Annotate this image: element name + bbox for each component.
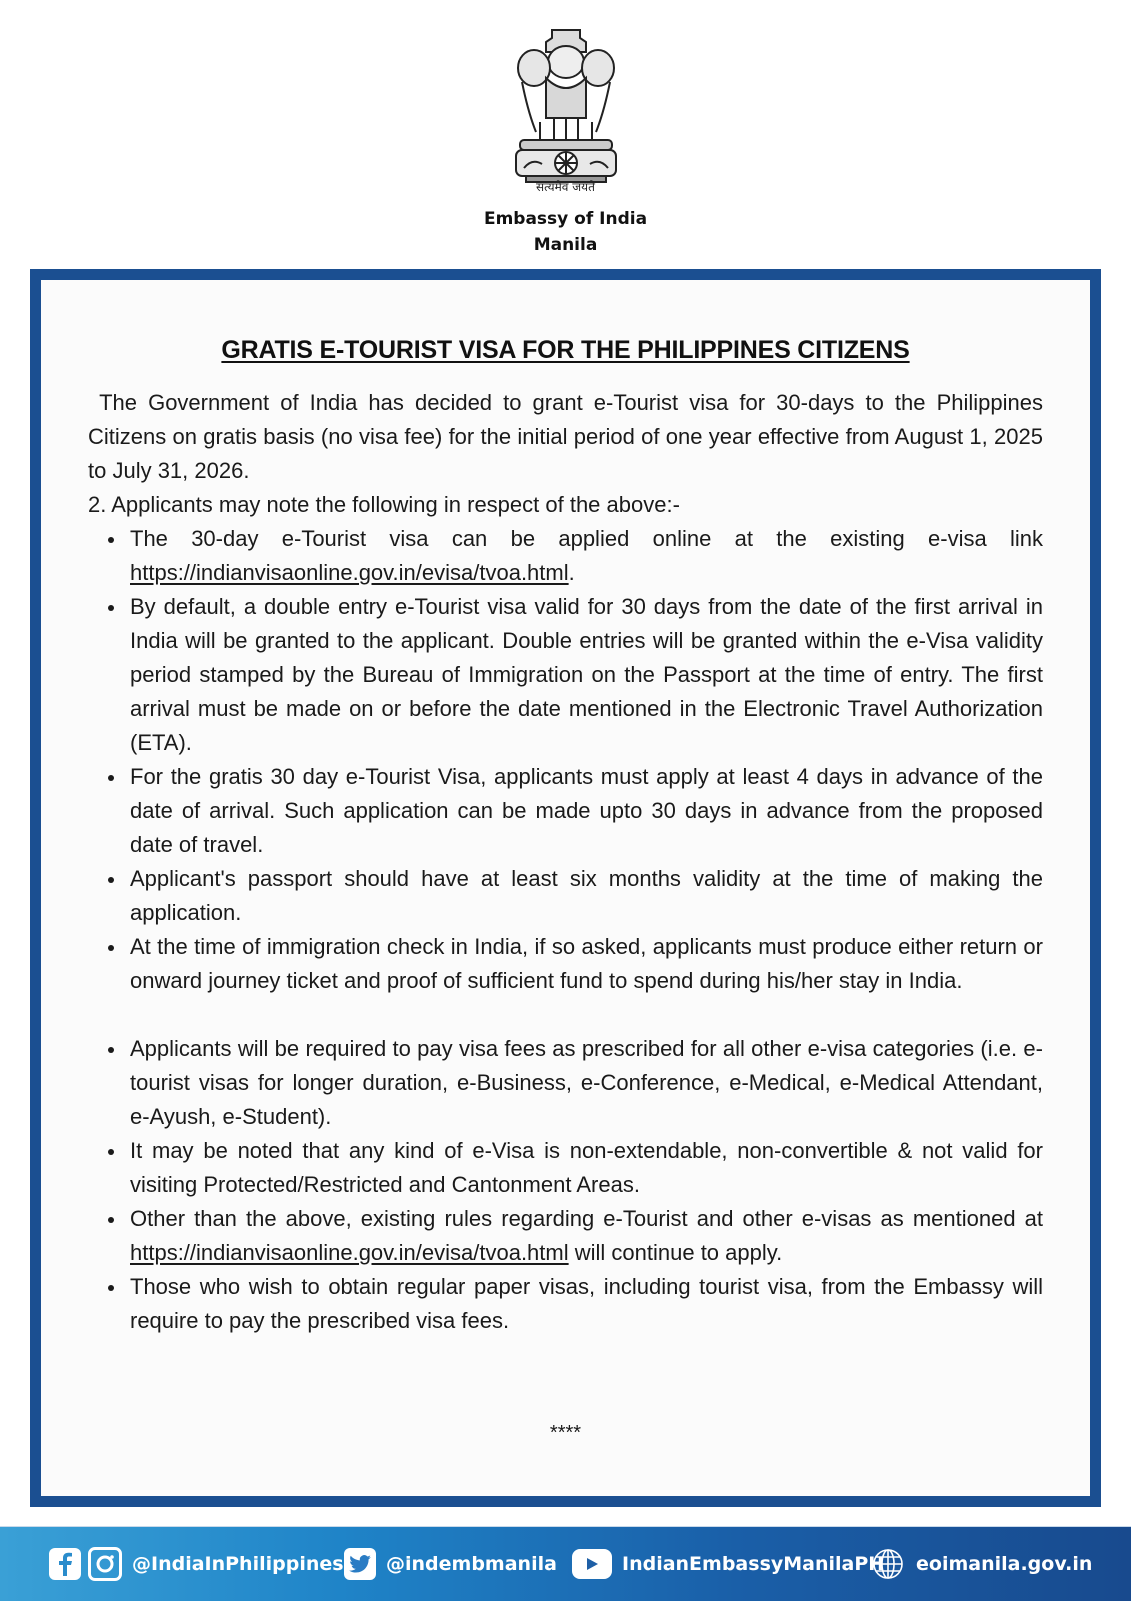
bullet-list-2 xyxy=(88,1032,1043,1338)
notice-frame xyxy=(30,269,1101,1507)
embassy-line-1: Embassy of India xyxy=(483,209,648,229)
twitter-item[interactable] xyxy=(344,1547,557,1581)
globe-icon xyxy=(872,1548,904,1580)
youtube-icon xyxy=(572,1549,612,1579)
facebook-icon xyxy=(49,1548,81,1580)
twitter-icon xyxy=(344,1548,376,1580)
embassy-line-2: Manila xyxy=(533,235,598,255)
list-item: Applicants will be required to pay visa fees as prescribed for all other e-visa categories (i.e. e-tourist visas for longer duration, e-Business, e-Conference, e-Medical, e-Medical Attendant, e-Ayush, e-Student). xyxy=(130,1032,1043,1134)
youtube-item[interactable] xyxy=(572,1547,884,1581)
list-item: Other than the above, existing rules regarding e-Tourist and other e-visas as mentioned at https://indianvisaonline.gov.in/evisa/tvoa.html will continue to apply. xyxy=(130,1202,1043,1270)
spacer xyxy=(88,998,1043,1032)
notice-title: GRATIS E-TOURIST VISA FOR THE PHILIPPINES CITIZENS xyxy=(221,336,910,364)
website-link: eoimanila.gov.in xyxy=(916,1553,1093,1575)
national-emblem-icon xyxy=(510,22,622,192)
evisa-link[interactable]: https://indianvisaonline.gov.in/evisa/tvoa.html xyxy=(130,560,569,585)
list-item: By default, a double entry e-Tourist visa valid for 30 days from the date of the first arrival in India will be granted to the applicant. Double entries will be granted within the e-Visa validity period stamped by the Bureau of Immigration on the Passport at the time of entry. The first arrival must be made on or before the date mentioned in the Electronic Travel Authorization (ETA). xyxy=(130,590,1043,760)
bullet-list xyxy=(88,522,1043,998)
letterhead xyxy=(0,0,1131,265)
list-item: It may be noted that any kind of e-Visa is non-extendable, non-convertible & not valid for visiting Protected/Restricted and Cantonment Areas. xyxy=(130,1134,1043,1202)
intro-paragraph: The Government of India has decided to grant e-Tourist visa for 30-days to the Philippines Citizens on gratis basis (no visa fee) for the initial period of one year effective from August 1, 2025 to July 31, 2026. xyxy=(88,390,1043,483)
embassy-name xyxy=(0,206,1131,258)
twitter-handle: @indembmanila xyxy=(386,1553,557,1575)
facebook-instagram-item[interactable] xyxy=(49,1547,344,1581)
list-item: Applicant's passport should have at least six months validity at the time of making the application. xyxy=(130,862,1043,930)
notice-body xyxy=(88,386,1043,1338)
website-item[interactable] xyxy=(872,1547,1092,1581)
social-footer xyxy=(0,1526,1131,1601)
end-mark: **** xyxy=(549,1422,582,1444)
list-item: Those who wish to obtain regular paper visas, including tourist visa, from the Embassy will require to pay the prescribed visa fees. xyxy=(130,1270,1043,1338)
motto: सत्यमेव जयते xyxy=(536,180,595,194)
list-item: The 30-day e-Tourist visa can be applied online at the existing e-visa link https://indianvisaonline.gov.in/evisa/tvoa.html. xyxy=(130,522,1043,590)
point-2: 2. Applicants may note the following in respect of the above:- xyxy=(88,492,680,517)
facebook-instagram-handle: @IndiaInPhilippines xyxy=(132,1553,344,1575)
instagram-icon xyxy=(88,1547,122,1581)
evisa-link-2[interactable]: https://indianvisaonline.gov.in/evisa/tvoa.html xyxy=(130,1240,569,1265)
list-item: At the time of immigration check in India, if so asked, applicants must produce either return or onward journey ticket and proof of sufficient fund to spend during his/her stay in India. xyxy=(130,930,1043,998)
youtube-channel: IndianEmbassyManilaPH xyxy=(622,1553,885,1575)
list-item: For the gratis 30 day e-Tourist Visa, applicants must apply at least 4 days in advance of the date of arrival. Such application can be made upto 30 days in advance from the proposed date of travel. xyxy=(130,760,1043,862)
